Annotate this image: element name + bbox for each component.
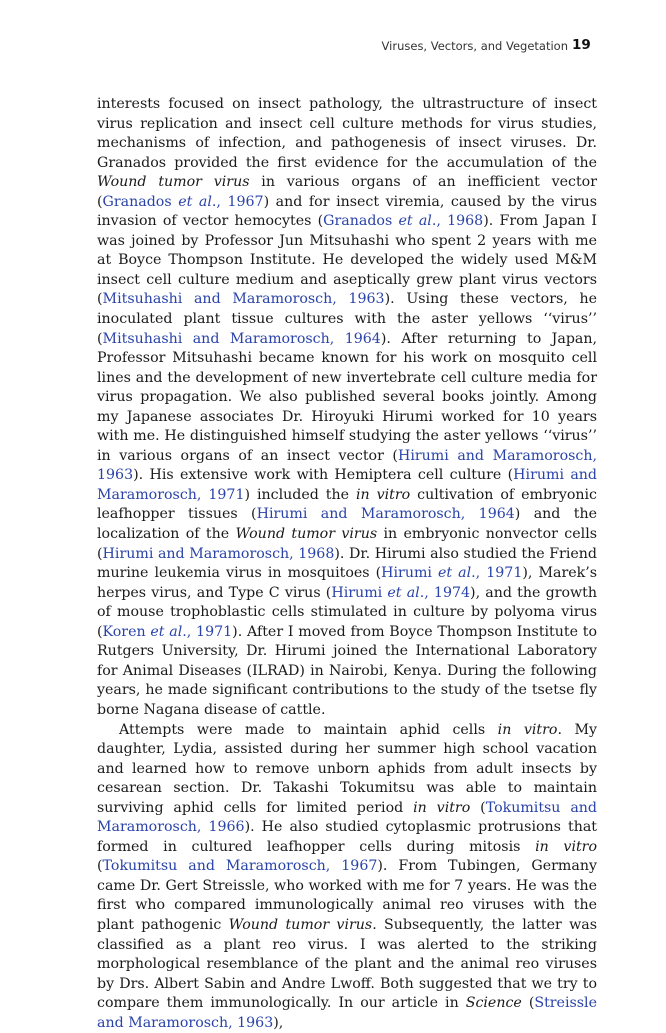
body-text xyxy=(97,95,597,1033)
text-run: ). He also studied cytoplasmic protrusions that formed in cultured leafhopper cells during mitosis xyxy=(97,819,597,855)
italic-text: in vitro xyxy=(356,487,410,503)
citation-link[interactable]: ., 1974 xyxy=(420,585,470,601)
italic-text: in vitro xyxy=(535,839,597,855)
citation-link[interactable]: Tokumitsu and Maramorosch, 1966 xyxy=(97,800,597,836)
citation-link[interactable]: Hirumi and Maramorosch, 1971 xyxy=(97,467,597,503)
text-run: Attempts were made to maintain aphid cells xyxy=(119,722,498,738)
paragraph xyxy=(97,721,597,1033)
citation-link[interactable]: et al xyxy=(178,194,212,210)
citation-link[interactable]: Hirumi xyxy=(381,565,438,581)
paragraph xyxy=(97,95,597,721)
text-run: ) and for insect viremia, caused by the virus invasion of vector hemocytes ( xyxy=(97,194,597,230)
text-run: ). From Tubingen, Germany came Dr. Gert Streissle, who worked with me for 7 years. He was the first who compared immunologically animal reo viruses with the plant pathogenic xyxy=(97,858,597,933)
italic-text: Wound tumor virus xyxy=(236,526,378,542)
text-run: in embryonic nonvector cells ( xyxy=(97,526,597,562)
citation-link[interactable]: et al xyxy=(150,624,182,640)
text-run: ) included the xyxy=(244,487,356,503)
text-run: ( xyxy=(522,995,535,1011)
running-head: Viruses, Vectors, and Vegetation xyxy=(300,39,568,53)
italic-text: Wound tumor virus xyxy=(97,174,250,190)
citation-link[interactable]: et al xyxy=(387,585,419,601)
citation-link[interactable]: Hirumi xyxy=(331,585,387,601)
text-run: ( xyxy=(470,800,485,816)
text-run: ), xyxy=(273,1015,283,1031)
citation-link[interactable]: Mitsuhashi and Maramorosch, 1964 xyxy=(103,331,381,347)
text-run: ). His extensive work with Hemiptera cell culture ( xyxy=(133,467,513,483)
italic-text: in vitro xyxy=(413,800,470,816)
text-run: ). After returning to Japan, Professor Mitsuhashi became known for his work on mosquito cell lines and the development of new invertebrate cell culture media for virus propagation. We also published several books jointly. Among my Japanese associates Dr. Hiroyuki Hirumi worked for 10 years with me. He distinguished himself studying the aster yellows ‘‘virus’’ in various organs of an insect vector ( xyxy=(97,331,597,464)
citation-link[interactable]: Hirumi and Maramorosch, 1963 xyxy=(97,448,597,484)
text-run: . My daughter, Lydia, assisted during her summer high school vacation and learned how to remove unborn aphids from adult insects by cesarean section. Dr. Takashi Tokumitsu was able to maintain surviving aphid cells for limited period xyxy=(97,722,597,816)
citation-link[interactable]: Streissle and Maramorosch, 1963 xyxy=(97,995,597,1031)
citation-link[interactable]: et al xyxy=(398,213,431,229)
citation-link[interactable]: Hirumi and Maramorosch, 1964 xyxy=(257,506,515,522)
citation-link[interactable]: Granados xyxy=(323,213,398,229)
text-run: interests focused on insect pathology, the ultrastructure of insect virus replication and insect cell culture methods for virus studies, mechanisms of infection, and pathogenesis of insect viruses. Dr. Granados provided the first evidence for the accumulation of the xyxy=(97,96,597,171)
page-number: 19 xyxy=(572,37,591,53)
italic-text: Science xyxy=(466,995,522,1011)
citation-link[interactable]: Mitsuhashi and Maramorosch, 1963 xyxy=(103,291,385,307)
text-run: ). Using these vectors, he inoculated plant tissue cultures with the aster yellows ‘‘virus’’ ( xyxy=(97,291,597,346)
text-run: ). Dr. Hirumi also studied the Friend murine leukemia virus in mosquitoes ( xyxy=(97,546,597,582)
citation-link[interactable]: Granados xyxy=(103,194,179,210)
citation-link[interactable]: Tokumitsu and Maramorosch, 1967 xyxy=(103,858,378,874)
citation-link[interactable]: Hirumi and Maramorosch, 1968 xyxy=(103,546,335,562)
text-run: ( xyxy=(97,858,103,874)
citation-link[interactable]: et al xyxy=(438,565,471,581)
citation-link[interactable]: ., 1968 xyxy=(432,213,483,229)
text-run: ), Marek’s herpes virus, and Type C virus ( xyxy=(97,565,597,601)
text-run: ) and the localization of the xyxy=(97,506,597,542)
text-run: ). From Japan I was joined by Professor Jun Mitsuhashi who spent 2 years with me at Boyce Thompson Institute. He developed the widely used M&M insect cell culture medium and aseptically grew plant virus vectors ( xyxy=(97,213,597,307)
citation-link[interactable]: ., 1971 xyxy=(182,624,232,640)
italic-text: Wound tumor virus xyxy=(229,917,373,933)
text-run: . Subsequently, the latter was classified as a plant reo virus. I was alerted to the striking morphological resemblance of the plant and the animal reo viruses by Drs. Albert Sabin and Andre Lwoff. Both suggested that we try to compare them immunologically. In our article in xyxy=(97,917,597,1011)
text-run: in various organs of an inefficient vector ( xyxy=(97,174,597,210)
text-run: ), and the growth of mouse trophoblastic cells stimulated in culture by polyoma virus ( xyxy=(97,585,597,640)
text-run: cultivation of embryonic leafhopper tissues ( xyxy=(97,487,597,523)
citation-link[interactable]: ., 1971 xyxy=(471,565,522,581)
italic-text: in vitro xyxy=(498,722,558,738)
citation-link[interactable]: Koren xyxy=(103,624,151,640)
citation-link[interactable]: ., 1967 xyxy=(212,194,264,210)
text-run: ). After I moved from Boyce Thompson Institute to Rutgers University, Dr. Hirumi joined the International Laboratory for Animal Diseases (ILRAD) in Nairobi, Kenya. During the following years, he made significant contributions to the study of the tsetse fly borne Nagana disease of cattle. xyxy=(97,624,597,718)
